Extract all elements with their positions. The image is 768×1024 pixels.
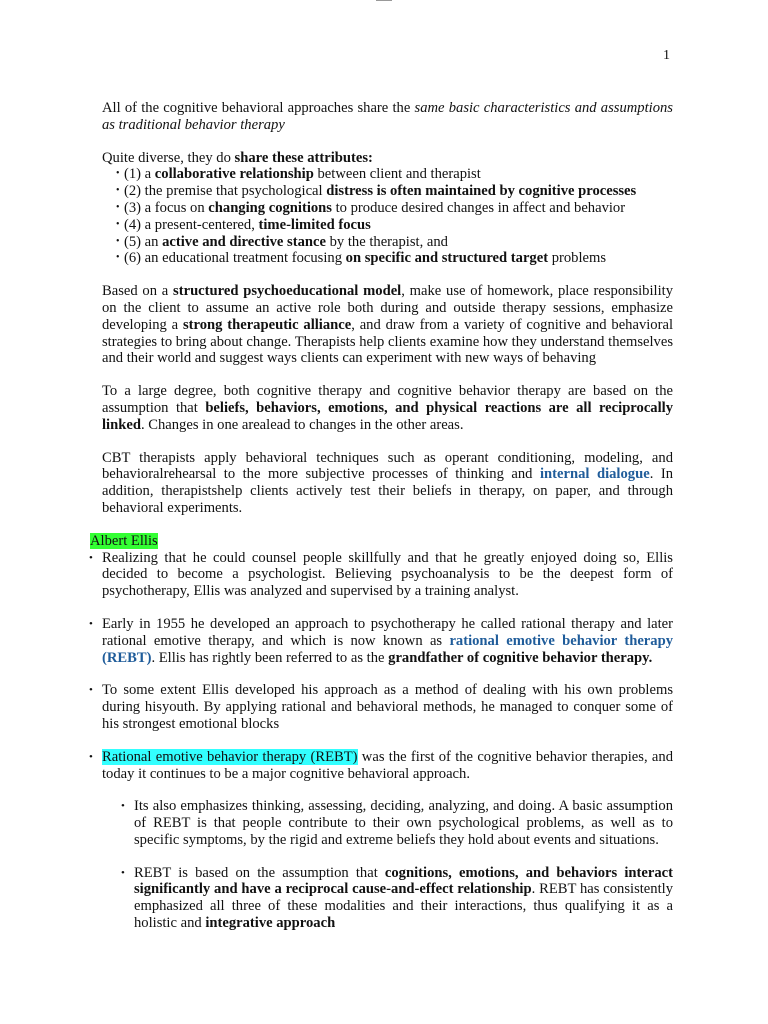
bullet-icon: • bbox=[89, 551, 93, 564]
list-item: • (1) a collaborative relationship between client and therapist bbox=[116, 166, 673, 183]
linked-paragraph: To a large degree, both cognitive therapy and cognitive behavior therapy are based on the assumption that beliefs, behaviors, emotions, and physical reactions are all reciprocally linked. Changes in one arealead to changes in the other areas. bbox=[102, 383, 673, 433]
ellis-bullet-3: • To some extent Ellis developed his approach as a method of dealing with his own problems during hisyouth. By applying rational and behavioral methods, he managed to conquer some of his strongest emotional blocks bbox=[89, 682, 673, 732]
ellis-bullet-2: • Early in 1955 he developed an approach to psychotherapy he called rational therapy and later rational emotive therapy, and which is now known as rational emotive behavior therapy (REBT). Ellis has rightly been referred to as the grandfather of cognitive behavior therapy. bbox=[89, 615, 673, 666]
ellis-bullet-4: • Rational emotive behavior therapy (REBT) was the first of the cognitive behavior therapies, and today it continues to be a major cognitive behavioral approach. bbox=[89, 748, 673, 782]
page-number: 1 bbox=[663, 48, 670, 63]
document-body bbox=[89, 100, 674, 932]
list-item: • (4) a present-centered, time-limited focus bbox=[116, 217, 673, 234]
ellis-bullet-1: • Realizing that he could counsel people skillfully and that he greatly enjoyed doing so, Ellis decided to become a psychologist. Believing psychoanalysis to be the deepest form of psychotherapy, Ellis was analyzed and supervised by a training analyst. bbox=[89, 549, 673, 600]
attributes-list bbox=[102, 166, 673, 267]
attributes-section bbox=[102, 150, 673, 268]
bullet-icon: • bbox=[89, 750, 93, 763]
bullet-icon: • bbox=[89, 684, 93, 697]
rebt-sub-bullet-2: • REBT is based on the assumption that cognitions, emotions, and behaviors interact significantly and have a reciprocal cause-and-effect relationship. REBT has consistently emphasized all three of these modalities and their interactions, thus qualifying it as a holistic and integrative approach bbox=[121, 864, 673, 932]
attributes-lead: Quite diverse, they do share these attributes: bbox=[102, 149, 373, 166]
list-item: • (3) a focus on changing cognitions to produce desired changes in affect and behavior bbox=[116, 200, 673, 217]
list-item: • (2) the premise that psychological distress is often maintained by cognitive processes bbox=[116, 183, 673, 200]
section-heading-albert-ellis: Albert Ellis bbox=[90, 532, 158, 549]
intro-paragraph: All of the cognitive behavioral approaches share the same basic characteristics and assumptions as traditional behavior therapy bbox=[102, 100, 673, 133]
page-top-mark bbox=[376, 0, 392, 1]
list-item: • (6) an educational treatment focusing on specific and structured target problems bbox=[116, 250, 673, 267]
bullet-icon: • bbox=[121, 800, 125, 813]
cbt-paragraph: CBT therapists apply behavioral techniques such as operant conditioning, modeling, and behavioralrehearsal to the more subjective processes of thinking and internal dialogue. In addition, therapistshelp clients actively test their beliefs in therapy, on paper, and through behavioral experiments. bbox=[102, 449, 674, 516]
bullet-icon: • bbox=[89, 617, 93, 630]
bullet-icon: • bbox=[121, 866, 125, 879]
list-item: • (5) an active and directive stance by the therapist, and bbox=[116, 234, 673, 251]
rebt-sub-bullet-1: • Its also emphasizes thinking, assessing, deciding, analyzing, and doing. A basic assumption of REBT is that people contribute to their own psychological problems, as well as to specific symptoms, by the rigid and extreme beliefs they hold about events and situations. bbox=[121, 798, 673, 848]
model-paragraph: Based on a structured psychoeducational model, make use of homework, place responsibility on the client to assume an active role both during and outside therapy sessions, emphasize developing a strong therapeutic alliance, and draw from a variety of cognitive and behavioral strategies to bring about change. Therapists help clients examine how they understand themselves and their world and suggest ways clients can experiment with new ways of behaving bbox=[102, 283, 673, 367]
